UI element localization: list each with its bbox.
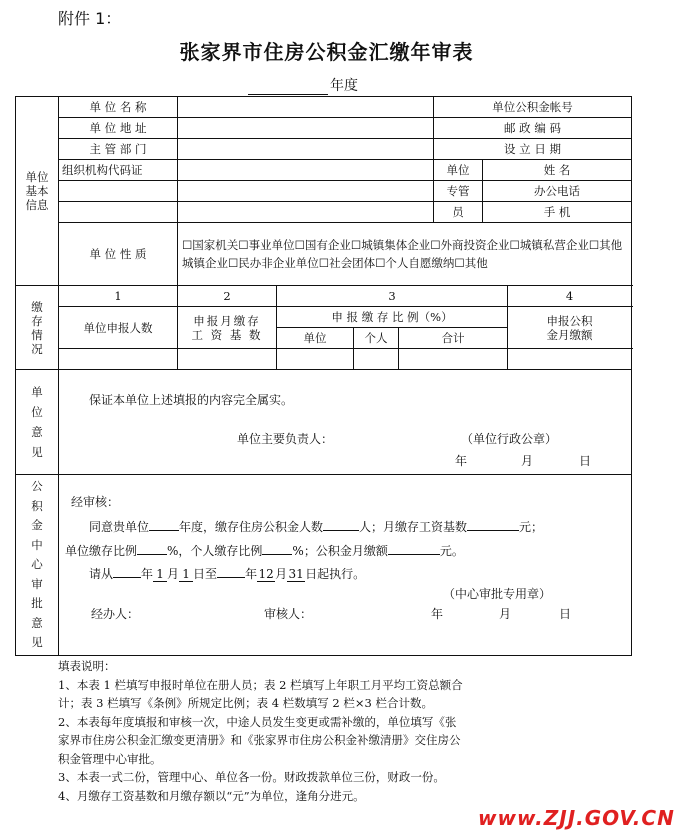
approval-headcount-blank[interactable] xyxy=(323,517,359,531)
staff-name-label: 姓 名 xyxy=(483,160,632,181)
approval-line-3: 请从 年 1 月 1 日至 年12月31日起执行。 xyxy=(89,564,365,582)
attachment-label: 附件 1： xyxy=(58,9,122,28)
unit-nature-label: 单 位 性 质 xyxy=(59,223,178,286)
headcount-field[interactable] xyxy=(59,349,178,370)
deposit-section-label: 缴 存 情 况 xyxy=(16,286,59,370)
supervisor-label: 主 管 部 门 xyxy=(59,139,178,160)
ratio-person-label: 个人 xyxy=(354,328,399,349)
handler-label: 经办人： xyxy=(91,607,140,621)
org-blank-2-field[interactable] xyxy=(178,202,434,223)
account-no-label: 单位公积金帐号 xyxy=(434,97,632,118)
approval-line-2: 单位缴存比例 %，个人缴存比例 %；公积金月缴额 元。 xyxy=(65,541,464,558)
established-date-label: 设 立 日 期 xyxy=(434,139,632,160)
note-line: 积金管理中心审批。 xyxy=(58,751,162,766)
center-year-label: 年 xyxy=(431,607,444,621)
unit-address-label: 单 位 地 址 xyxy=(59,118,178,139)
year-line xyxy=(248,75,358,95)
col-number-3: 3 xyxy=(277,286,508,307)
staff-label-3: 员 xyxy=(434,202,483,223)
approval-unit-ratio-blank[interactable] xyxy=(137,541,167,555)
staff-label-2: 专管 xyxy=(434,181,483,202)
org-blank-1-field[interactable] xyxy=(178,181,434,202)
postal-code-label: 邮 政 编 码 xyxy=(434,118,632,139)
ratio-total-label: 合计 xyxy=(399,328,508,349)
opinion-year-label: 年 xyxy=(455,454,468,468)
unit-opinion-section-label: 单 位 意 见 xyxy=(16,370,59,475)
monthly-amount-field[interactable] xyxy=(508,349,632,370)
unit-name-field[interactable] xyxy=(178,97,434,118)
center-month-label: 月 xyxy=(499,607,512,621)
start-year-blank[interactable] xyxy=(113,564,141,578)
declared-headcount-label: 单位申报人数 xyxy=(59,307,178,349)
site-watermark: www.ZJJ.GOV.CN xyxy=(478,806,675,830)
org-blank-2[interactable] xyxy=(59,202,178,223)
notes-heading: 填表说明： xyxy=(58,659,116,673)
supervisor-field[interactable] xyxy=(178,139,434,160)
basic-info-section-label: 单位 基本 信息 xyxy=(16,97,59,286)
ratio-total-field[interactable] xyxy=(399,349,508,370)
wage-base-field[interactable] xyxy=(178,349,277,370)
org-code-field[interactable] xyxy=(178,160,434,181)
approval-wage-base-blank[interactable] xyxy=(467,517,519,531)
unit-nature-options[interactable]: ☐国家机关☐事业单位☐国有企业☐城镇集体企业☐外商投资企业☐城镇私营企业☐其他城镇企业☐民办非企业单位☐社会团体☐个人自愿缴纳☐其他 xyxy=(178,223,632,286)
approval-line-1: 同意贵单位 年度，缴存住房公积金人数 人；月缴存工资基数 元； xyxy=(89,517,543,534)
checker-label: 审核人： xyxy=(264,607,313,621)
audit-form-table xyxy=(15,96,632,656)
ratio-unit-field[interactable] xyxy=(277,349,354,370)
opinion-day-label: 日 xyxy=(579,454,592,468)
wage-base-label: 申报月缴存 工 资 基 数 xyxy=(178,307,277,349)
end-year-blank[interactable] xyxy=(217,564,245,578)
staff-label-1: 单位 xyxy=(434,160,483,181)
col-number-1: 1 xyxy=(59,286,178,307)
center-seal-label: （中心审批专用章） xyxy=(443,587,552,601)
note-line: 家界市住房公积金汇缴变更清册》和《张家界市住房公积金补缴清册》交住房公 xyxy=(58,733,461,747)
col-number-2: 2 xyxy=(178,286,277,307)
year-blank[interactable] xyxy=(248,80,328,95)
unit-opinion-box[interactable] xyxy=(59,370,632,475)
note-line: 计；表 3 栏填写《条例》所规定比例；表 4 栏数填写 2 栏×3 栏合计数。 xyxy=(58,696,433,710)
ratio-label: 申 报 缴 存 比 例（%） xyxy=(277,307,508,328)
staff-mobile-label: 手 机 xyxy=(483,202,632,223)
year-label: 年度 xyxy=(330,78,358,94)
note-line: 4、月缴存工资基数和月缴存额以“元”为单位，逢角分进元。 xyxy=(58,788,365,803)
org-blank-1[interactable] xyxy=(59,181,178,202)
note-line: 3、本表一式二份，管理中心、单位各一份。财政拨款单位三份，财政一份。 xyxy=(58,770,445,784)
ratio-unit-label: 单位 xyxy=(277,328,354,349)
center-day-label: 日 xyxy=(559,607,572,621)
center-opinion-section-label: 公 积 金 中 心 审 批 意 见 xyxy=(16,475,59,656)
opinion-month-label: 月 xyxy=(521,454,534,468)
org-code-label: 组织机构代码证 xyxy=(59,160,178,181)
unit-name-label: 单 位 名 称 xyxy=(59,97,178,118)
approval-person-ratio-blank[interactable] xyxy=(262,541,292,555)
ratio-person-field[interactable] xyxy=(354,349,399,370)
approval-year-blank[interactable] xyxy=(149,517,179,531)
staff-phone-label: 办公电话 xyxy=(483,181,632,202)
note-line: 1、本表 1 栏填写申报时单位在册人员；表 2 栏填写上年职工月平均工资总额合 xyxy=(58,677,463,692)
unit-head-label: 单位主要负责人： xyxy=(237,432,334,446)
col-number-4: 4 xyxy=(508,286,632,307)
form-notes xyxy=(58,657,638,805)
center-approval-box[interactable] xyxy=(59,475,632,656)
monthly-amount-label: 申报公积 金月缴额 xyxy=(508,307,632,349)
unit-seal-label: （单位行政公章） xyxy=(461,432,558,446)
unit-address-field[interactable] xyxy=(178,118,434,139)
opinion-statement: 保证本单位上述填报的内容完全属实。 xyxy=(89,393,294,407)
note-line: 2、本表每年度填报和审核一次，中途人员发生变更或需补缴的，单位填写《张 xyxy=(58,714,457,729)
reviewed-label: 经审核： xyxy=(71,495,120,509)
page-title: 张家界市住房公积金汇缴年审表 xyxy=(179,40,474,64)
approval-monthly-amount-blank[interactable] xyxy=(388,541,440,555)
